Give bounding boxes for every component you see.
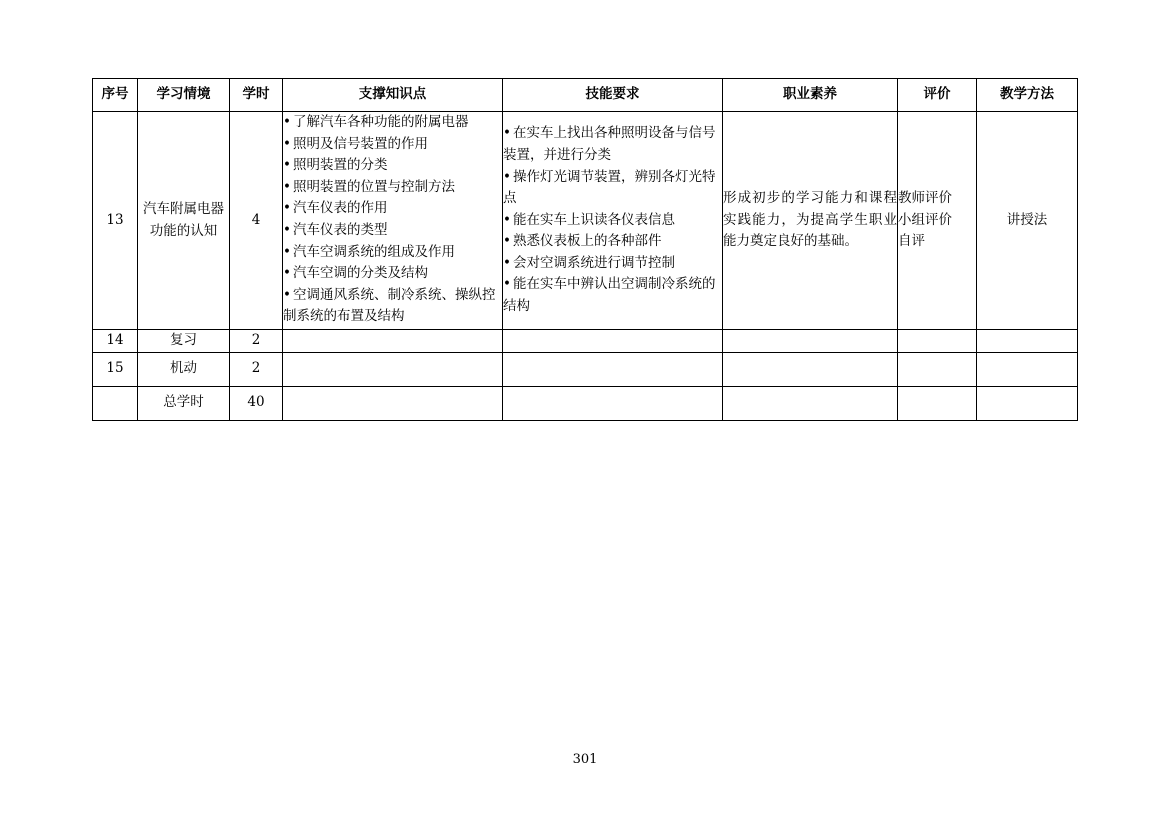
row-scene-cell: 机动 — [138, 352, 230, 386]
empty-cell — [898, 352, 977, 386]
row-hours-cell: 4 — [230, 112, 283, 330]
bullet-icon: • — [503, 125, 511, 142]
knowledge-list — [283, 112, 503, 330]
list-item: • 照明及信号装置的作用 — [283, 135, 428, 152]
empty-cell — [723, 352, 898, 386]
header-evaluation: 评价 — [898, 79, 977, 112]
empty-cell — [283, 386, 503, 420]
empty-cell — [723, 386, 898, 420]
bullet-icon: • — [503, 168, 511, 185]
row-no-cell: 13 — [93, 112, 138, 330]
list-item: • 汽车空调系统的组成及作用 — [283, 243, 455, 260]
list-item: • 空调通风系统、制冷系统、操纵控制系统的布置及结构 — [283, 286, 496, 325]
empty-cell — [977, 352, 1078, 386]
list-item: • 能在实车上识读各仪表信息 — [503, 211, 675, 228]
total-hours: 40 — [230, 386, 283, 420]
header-knowledge: 支撑知识点 — [283, 79, 503, 112]
empty-cell — [723, 330, 898, 353]
list-item: • 照明装置的位置与控制方法 — [283, 178, 455, 195]
bullet-icon: • — [283, 265, 291, 282]
row-no-cell: 14 — [93, 330, 138, 353]
list-item: • 能在实车中辨认出空调制冷系统的结构 — [503, 276, 716, 315]
list-item: • 汽车仪表的类型 — [283, 221, 388, 238]
list-item: • 了解汽车各种功能的附属电器 — [283, 114, 469, 130]
bullet-icon: • — [503, 211, 511, 228]
evaluation-item: 小组评价 — [898, 211, 952, 228]
header-scene: 学习情境 — [138, 79, 230, 112]
header-hours: 学时 — [230, 79, 283, 112]
page-number: 301 — [572, 752, 598, 767]
bullet-icon: • — [283, 200, 291, 217]
quality-cell: 形成初步的学习能力和课程实践能力，为提高学生职业能力奠定良好的基础。 — [723, 112, 898, 330]
list-item: • 熟悉仪表板上的各种部件 — [503, 233, 662, 250]
empty-cell — [503, 352, 723, 386]
bullet-icon: • — [503, 276, 511, 293]
list-item: • 汽车空调的分类及结构 — [283, 265, 428, 282]
table-row — [93, 352, 1078, 386]
header-no: 序号 — [93, 79, 138, 112]
table-row — [93, 112, 1078, 330]
row-hours-cell: 2 — [230, 352, 283, 386]
total-row — [93, 386, 1078, 420]
empty-cell — [503, 386, 723, 420]
evaluation-cell — [898, 112, 977, 330]
method-cell: 讲授法 — [977, 112, 1078, 330]
skills-list — [503, 112, 723, 330]
bullet-icon: • — [283, 286, 291, 303]
list-item: • 在实车上找出各种照明设备与信号装置，并进行分类 — [503, 125, 716, 163]
empty-cell — [93, 386, 138, 420]
row-scene-cell: 汽车附属电器功能的认知 — [138, 112, 230, 330]
row-hours-cell: 2 — [230, 330, 283, 353]
empty-cell — [898, 330, 977, 353]
empty-cell — [283, 352, 503, 386]
empty-cell — [283, 330, 503, 353]
bullet-icon: • — [283, 243, 291, 260]
row-no-cell: 15 — [93, 352, 138, 386]
row-scene-cell: 复习 — [138, 330, 230, 353]
empty-cell — [503, 330, 723, 353]
bullet-icon: • — [283, 157, 291, 174]
list-item: • 会对空调系统进行调节控制 — [503, 254, 675, 271]
header-row — [93, 79, 1078, 112]
total-label: 总学时 — [138, 386, 230, 420]
bullet-icon: • — [283, 178, 291, 195]
evaluation-item: 教师评价 — [898, 190, 952, 207]
bullet-icon: • — [283, 135, 291, 152]
evaluation-item: 自评 — [898, 233, 925, 250]
list-item: • 操作灯光调节装置，辨别各灯光特点 — [503, 168, 716, 207]
bullet-icon: • — [283, 221, 291, 238]
bullet-icon: • — [503, 254, 511, 271]
list-item: • 照明装置的分类 — [283, 157, 388, 174]
header-skills: 技能要求 — [503, 79, 723, 112]
header-quality: 职业素养 — [723, 79, 898, 112]
header-method: 教学方法 — [977, 79, 1078, 112]
table-row — [93, 330, 1078, 353]
empty-cell — [977, 386, 1078, 420]
empty-cell — [898, 386, 977, 420]
list-item: • 汽车仪表的作用 — [283, 200, 388, 217]
bullet-icon: • — [503, 233, 511, 250]
bullet-icon: • — [283, 114, 291, 130]
course-schedule-table — [92, 78, 1078, 421]
empty-cell — [977, 330, 1078, 353]
